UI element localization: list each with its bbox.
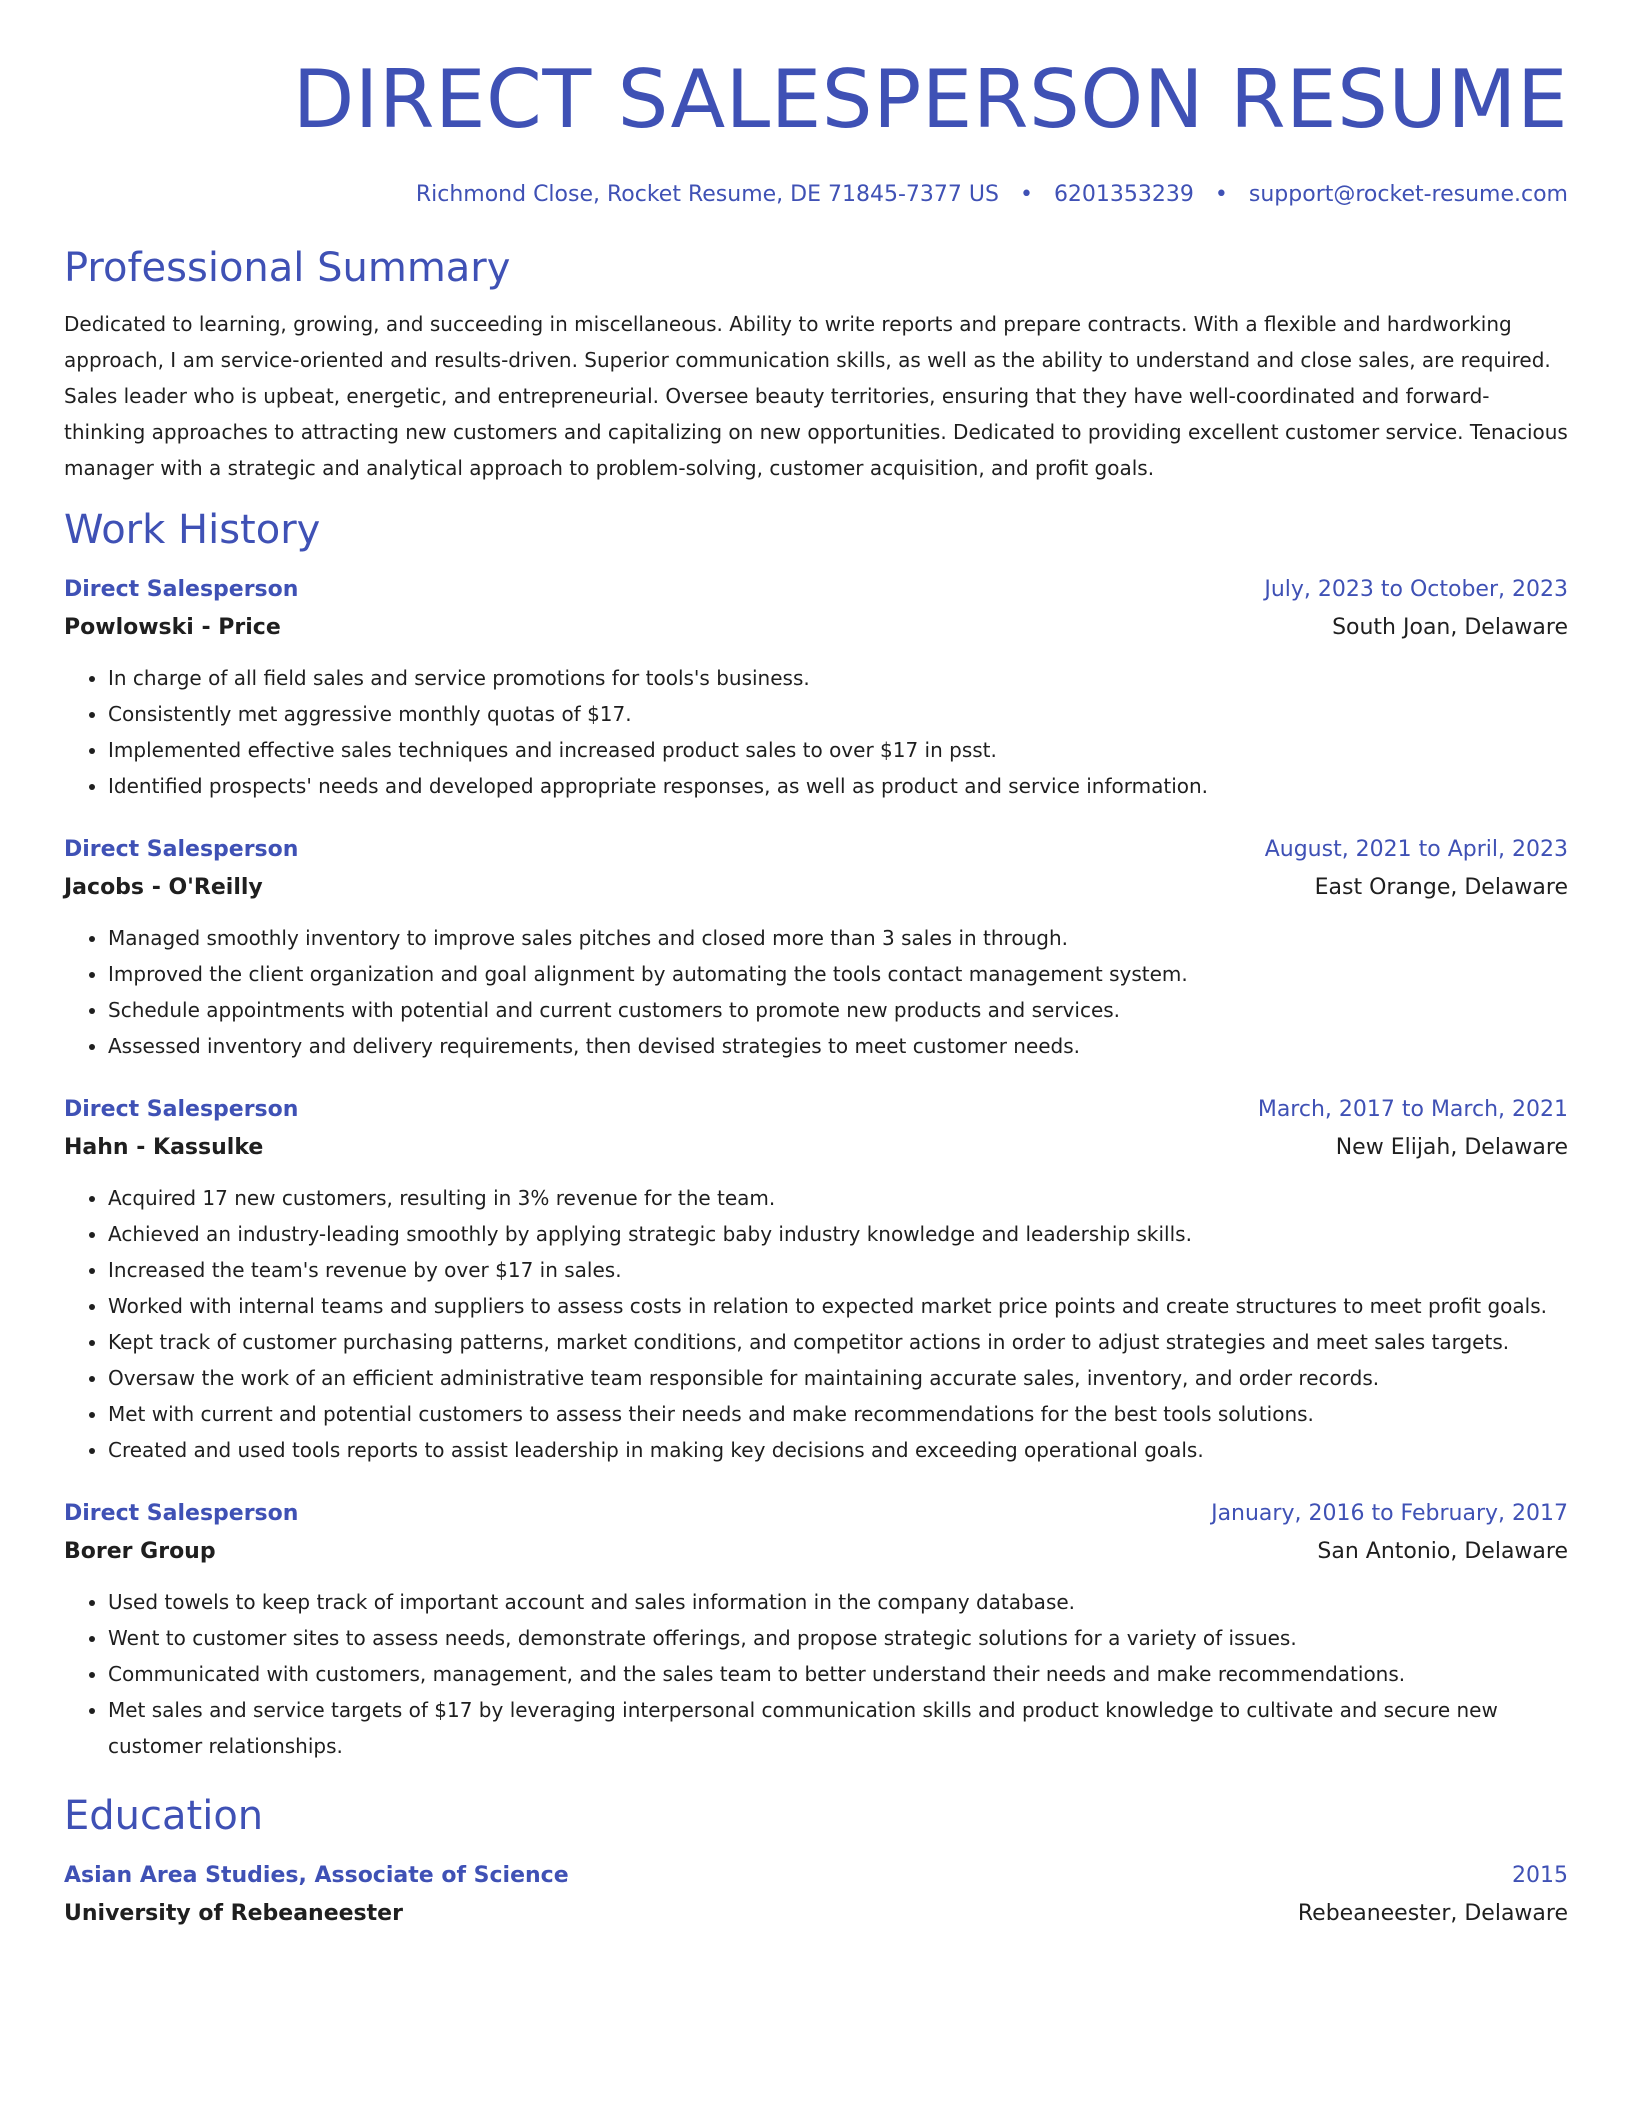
job-entry: [64, 1092, 1568, 1468]
job-role: Direct Salesperson: [64, 577, 299, 602]
contact-separator: •: [1019, 182, 1033, 207]
job-company: Jacobs - O'Reilly: [64, 875, 263, 900]
summary-text: Dedicated to learning, growing, and succeeding in miscellaneous. Ability to write reports and prepare contracts. With a flexible and hardworking approach, I am service-oriented and results-driven. Superior communication skills, as well as the ability to understand and close sales, are required. Sales leader who is upbeat, energetic, and entrepreneurial. Oversee beauty territories, ensuring that they have well-coordinated and forward-thinking approaches to attracting new customers and capitalizing on new opportunities. Dedicated to providing excellent customer service. Tenacious manager with a strategic and analytical approach to problem-solving, customer acquisition, and profit goals.: [64, 312, 1568, 480]
job-bullet: • Met with current and potential customers to assess their needs and make recommendations for the best tools solutions.: [108, 1396, 1568, 1432]
job-bullet: • Used towels to keep track of important account and sales information in the company database.: [108, 1584, 1568, 1620]
job-bullet: • Improved the client organization and goal alignment by automating the tools contact management system.: [108, 956, 1568, 992]
contact-phone: 6201353239: [1053, 182, 1194, 207]
job-bullet: • Went to customer sites to assess needs, demonstrate offerings, and propose strategic solutions for a variety of issues.: [108, 1620, 1568, 1656]
job-bullets: [64, 660, 1568, 804]
job-location: East Orange, Delaware: [1314, 875, 1568, 900]
job-bullet: • Implemented effective sales techniques and increased product sales to over $17 in psst.: [108, 732, 1568, 768]
job-entry: [64, 832, 1568, 1064]
job-dates: August, 2021 to April, 2023: [1264, 837, 1568, 862]
education-list: [64, 1858, 1568, 1934]
section-title-summary: Professional Summary: [64, 245, 511, 291]
job-bullet: • Oversaw the work of an efficient administrative team responsible for maintaining accurate sales, inventory, and order records.: [108, 1360, 1568, 1396]
resume-title: DIRECT SALESPERSON RESUME: [292, 53, 1568, 146]
job-dates: January, 2016 to February, 2017: [1211, 1501, 1568, 1526]
job-bullet: • In charge of all field sales and service promotions for tools's business.: [108, 660, 1568, 696]
job-company: Borer Group: [64, 1539, 216, 1564]
job-bullet: • Met sales and service targets of $17 by leveraging interpersonal communication skills and product knowledge to cultivate and secure new customer relationships.: [108, 1692, 1568, 1764]
job-bullet: • Communicated with customers, management, and the sales team to better understand their needs and make recommendations.: [108, 1656, 1568, 1692]
job-company: Hahn - Kassulke: [64, 1135, 264, 1160]
job-bullet: • Worked with internal teams and suppliers to assess costs in relation to expected market price points and create structures to meet profit goals.: [108, 1288, 1568, 1324]
job-role: Direct Salesperson: [64, 1501, 299, 1526]
job-bullet: • Created and used tools reports to assist leadership in making key decisions and exceeding operational goals.: [108, 1432, 1568, 1468]
job-header: [64, 832, 1568, 868]
job-location: New Elijah, Delaware: [1335, 1135, 1568, 1160]
job-bullet: • Increased the team's revenue by over $17 in sales.: [108, 1252, 1568, 1288]
job-bullet: • Identified prospects' needs and developed appropriate responses, as well as product and service information.: [108, 768, 1568, 804]
contact-separator: •: [1214, 182, 1228, 207]
job-entry: [64, 572, 1568, 804]
job-subheader: [64, 608, 1568, 648]
job-bullet: • Assessed inventory and delivery requirements, then devised strategies to meet customer needs.: [108, 1028, 1568, 1064]
section-title-education: Education: [64, 1793, 264, 1839]
job-header: [64, 1496, 1568, 1532]
education-degree: Asian Area Studies, Associate of Science: [64, 1863, 569, 1888]
section-title-work-history: Work History: [64, 507, 321, 553]
education-subheader: [64, 1894, 1568, 1934]
job-dates: March, 2017 to March, 2021: [1257, 1097, 1568, 1122]
job-bullet: • Achieved an industry-leading smoothly by applying strategic baby industry knowledge and leadership skills.: [108, 1216, 1568, 1252]
education-year: 2015: [1512, 1863, 1568, 1888]
resume-header: [64, 0, 1568, 210]
job-bullets: [64, 920, 1568, 1064]
education-entry: [64, 1858, 1568, 1934]
job-bullets: [64, 1180, 1568, 1468]
job-bullet: • Consistently met aggressive monthly quotas of $17.: [108, 696, 1568, 732]
job-entry: [64, 1496, 1568, 1764]
education-location: Rebeaneester, Delaware: [1297, 1901, 1568, 1926]
job-location: San Antonio, Delaware: [1317, 1539, 1568, 1564]
job-dates: July, 2023 to October, 2023: [1264, 577, 1568, 602]
job-bullet: • Schedule appointments with potential and current customers to promote new products and services.: [108, 992, 1568, 1028]
job-header: [64, 1092, 1568, 1128]
contact-line: [64, 180, 1568, 210]
contact-address: Richmond Close, Rocket Resume, DE 71845-7377 US: [415, 182, 999, 207]
job-location: South Joan, Delaware: [1332, 615, 1568, 640]
job-bullet: • Acquired 17 new customers, resulting in 3% revenue for the team.: [108, 1180, 1568, 1216]
job-subheader: [64, 868, 1568, 908]
education-school: University of Rebeaneester: [64, 1901, 403, 1926]
education-header: [64, 1858, 1568, 1894]
work-history-list: [64, 572, 1568, 1764]
job-bullet: • Managed smoothly inventory to improve sales pitches and closed more than 3 sales in through.: [108, 920, 1568, 956]
job-company: Powlowski - Price: [64, 615, 281, 640]
job-bullets: [64, 1584, 1568, 1764]
job-subheader: [64, 1532, 1568, 1572]
job-role: Direct Salesperson: [64, 1097, 299, 1122]
contact-email[interactable]: support@rocket-resume.com: [1248, 182, 1568, 207]
job-role: Direct Salesperson: [64, 837, 299, 862]
job-subheader: [64, 1128, 1568, 1168]
job-bullet: • Kept track of customer purchasing patterns, market conditions, and competitor actions in order to adjust strategies and meet sales targets.: [108, 1324, 1568, 1360]
job-header: [64, 572, 1568, 608]
